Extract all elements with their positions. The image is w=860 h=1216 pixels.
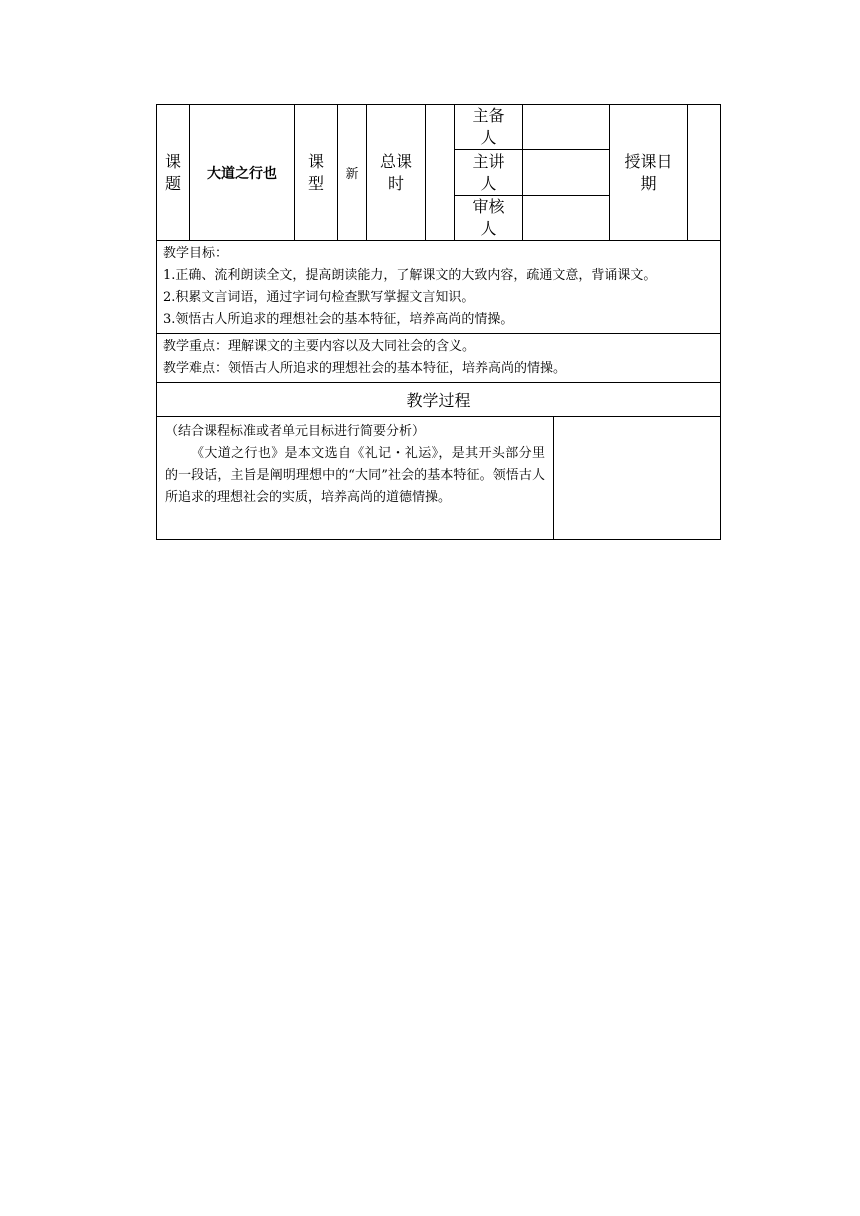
focus-section [157,334,721,383]
lesson-title: 大道之行也 [190,105,295,241]
type-value: 新 [338,105,367,241]
lecturer-value [523,150,610,196]
lesson-plan-sheet [156,104,720,540]
objectives-heading: 教学目标： [163,246,229,261]
key-point: 教学重点：理解课文的主要内容以及大同社会的含义。 [163,339,476,354]
process-title: 教学过程 [157,383,721,417]
analysis-note: （结合课程标准或者单元目标进行简要分析） [165,424,426,439]
reviewer-label: 审核 人 [455,196,523,241]
lesson-body-table [156,240,721,540]
hours-label: 总课 时 [367,105,426,241]
preparer-value [523,105,610,150]
analysis-cell [157,417,554,540]
objective-item: 2.积累文言词语，通过字词句检查默写掌握文言知识。 [163,290,475,305]
objectives-section [157,241,721,334]
date-label: 授课日 期 [610,105,688,241]
objective-item: 3.领悟古人所追求的理想社会的基本特征，培养高尚的情操。 [163,312,514,327]
hours-value [426,105,455,241]
analysis-text: 《大道之行也》是本文选自《礼记・礼运》，是其开头部分里的一段话，主旨是阐明理想中的“大同”社会的基本特征。领悟古人所追求的理想社会的实质，培养高尚的道德情操。 [165,446,545,505]
preparer-label: 主备 人 [455,105,523,150]
objective-item: 1.正确、流利朗读全文，提高朗读能力，了解课文的大致内容，疏通文意，背诵课文。 [163,268,657,283]
lesson-header-table [156,104,721,241]
difficulty-point: 教学难点：领悟古人所追求的理想社会的基本特征，培养高尚的情操。 [163,361,567,376]
lecturer-label: 主讲 人 [455,150,523,196]
lesson-label: 课 题 [157,105,190,241]
date-value [688,105,721,241]
reviewer-value [523,196,610,241]
process-notes-cell [554,417,721,540]
type-label: 课 型 [295,105,338,241]
